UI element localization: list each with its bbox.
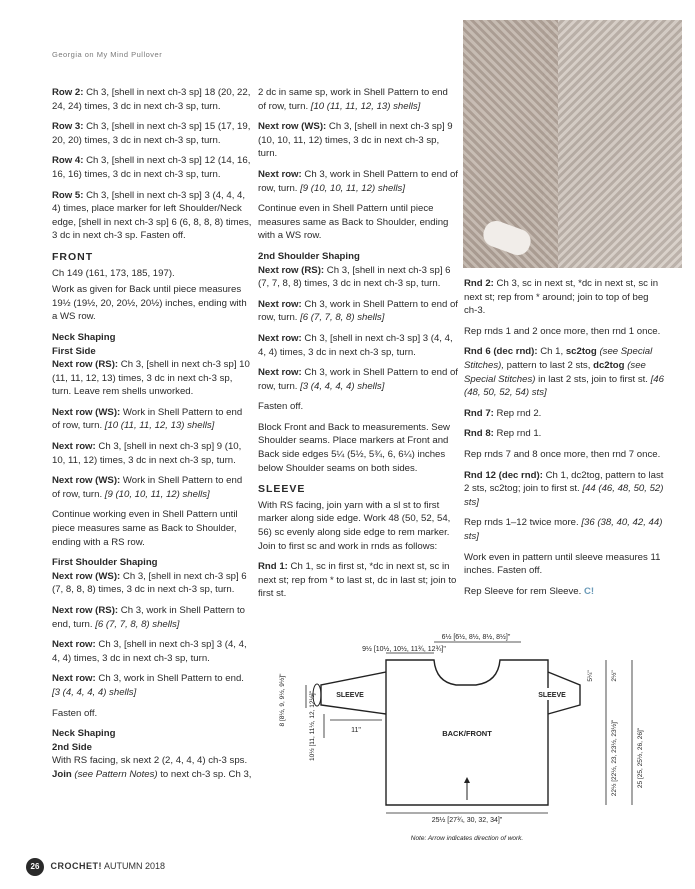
column-1 (52, 86, 252, 789)
running-head: Georgia on My Mind Pullover (52, 50, 163, 59)
magazine-name: CROCHET! (50, 861, 103, 871)
first-shoulder-heading: First Shoulder Shaping (52, 557, 158, 569)
sleeve-heading: SLEEVE (258, 483, 306, 496)
repeat-1: Rep rnds 1 and 2 once more, then rnd 1 once. (464, 325, 661, 337)
left-sleeve-label: SLEEVE (336, 692, 364, 699)
block-text: Block Front and Back to measurements. Sew Shoulder seams. Place markers at Front and Back side edges 5¼ (5½, 5¾, 6, 6¼) inches below Shoulder seams on both sides. (258, 421, 450, 474)
next-row-1: Next row (RS): Ch 3, [shell in next ch-3 sp] 10 (11, 11, 12, 13) times, 3 dc in next ch-3 sp, turn. Leave rem shells unworked. (52, 359, 250, 398)
row-5: Row 5: Ch 3, [shell in next ch-3 sp] 3 (4, 4, 4, 4) times, place marker for left Shoulder/Neck edge, [shell in next ch-3 sp] 6 (6, 8, 8, 8) times, 3 dc in next ch-3 sp. Fasten off. (52, 189, 252, 242)
column-2 (258, 86, 458, 608)
row-4: Row 4: Ch 3, [shell in next ch-3 sp] 12 (14, 16, 16, 16) times, 3 dc in next ch-3 sp, turn. (52, 155, 251, 180)
rnd-1: Rnd 1: Ch 1, sc in first st, *dc in next st, sc in next st; rep from * to last st, dc in last st; join to first st. (258, 561, 457, 600)
rnd-7: Rnd 7: Rep rnd 2. (464, 407, 542, 419)
front-text: Work as given for Back until piece measures 19½ (19½, 20, 20½, 20½) inches, ending with a WS row. (52, 284, 247, 323)
length-2-label: 25 [25, 25½, 26, 26]" (637, 727, 644, 789)
fasten-off: Fasten off. (52, 707, 98, 719)
top-shoulder-label: 9½ [10½, 10½, 11¾, 12¾]" (362, 646, 446, 653)
end-mark: C! (584, 585, 595, 597)
first-side-heading: First Side (52, 345, 96, 357)
sweater-body-texture (543, 20, 682, 268)
shoulder-row-4: Next row: Ch 3, work in Shell Pattern to end. [3 (4, 4, 4, 4) shells] (52, 673, 244, 698)
neck-drop-label: 5¼" (587, 670, 594, 682)
second-shoulder-heading: 2nd Shoulder Shaping (258, 250, 360, 262)
col2-row-a: Next row (WS): Ch 3, [shell in next ch-3 sp] 9 (10, 10, 11, 12) times, 3 dc in next ch-3 sp, turn. (258, 121, 453, 160)
second-side-heading: 2nd Side (52, 741, 92, 753)
neck-shaping-heading: Neck Shaping (52, 331, 116, 343)
next-row-4: Next row (WS): Work in Shell Pattern to end of row, turn. [9 (10, 10, 11, 12) shells] (52, 475, 243, 500)
armhole-label: 10½ [11, 11½, 12, 12½]" (309, 690, 316, 762)
shoulder-row-3: Next row: Ch 3, [shell in next ch-3 sp] 3 (4, 4, 4, 4) times, 3 dc in next ch-3 sp, turn. (52, 639, 247, 664)
row-3: Row 3: Ch 3, [shell in next ch-3 sp] 15 (17, 19, 20, 20) times, 3 dc in next ch-3 sp, turn. (52, 121, 251, 146)
schematic-note: Note: Arrow indicates direction of work. (410, 835, 524, 842)
column-3 (464, 277, 664, 605)
page-number: 26 (26, 858, 44, 876)
front-chain: Ch 149 (161, 173, 185, 197). (52, 267, 175, 279)
page-footer (26, 858, 165, 876)
front-heading: FRONT (52, 250, 94, 263)
shoulder-row-2: Next row (RS): Ch 3, work in Shell Pattern to end, turn. [6 (7, 7, 8, 8) shells] (52, 605, 246, 630)
col2-fasten-off: Fasten off. (258, 401, 304, 413)
cuff-width-label: 8 [8½, 9, 9½, 9½]" (279, 673, 286, 727)
right-sleeve-label: SLEEVE (538, 692, 566, 699)
next-row-3: Next row: Ch 3, [shell in next ch-3 sp] 9 (10, 10, 11, 12) times, 3 dc in next ch-3 sp, turn. (52, 441, 242, 466)
repeat-sleeve: Rep Sleeve for rem Sleeve. C! (464, 585, 595, 597)
continue-even: Continue even in Shell Pattern until piece measures same as Back to Shoulder, ending with a WS row. (258, 203, 449, 242)
neck-shaping-2-heading: Neck Shaping (52, 728, 116, 740)
body-label: BACK/FRONT (442, 729, 492, 738)
repeat-3: Rep rnds 1–12 twice more. [36 (38, 40, 42, 44) sts] (464, 517, 663, 542)
work-even: Work even in pattern until sleeve measures 11 inches. Fasten off. (464, 551, 661, 577)
continue-text: Continue working even in Shell Pattern until piece measures same as Back to Shoulder, ending with a RS row. (52, 509, 238, 548)
col2-row-f: Next row: Ch 3, work in Shell Pattern to end of row, turn. [3 (4, 4, 4, 4) shells] (258, 367, 458, 392)
sleeve-text: With RS facing, join yarn with a sl st to first marker along side edge. Work 48 (50, 52, 54, 56) sc evenly along side edge to rem marker. Join to first sc and work in rnds as follows: (258, 499, 451, 552)
length-1-label: 22½ [22½, 23, 23½, 23½]" (611, 719, 618, 797)
col2-row-d: Next row: Ch 3, work in Shell Pattern to end of row, turn. [6 (7, 7, 8, 8) shells] (258, 298, 458, 324)
shoulder-row-1: Next row (WS): Ch 3, [shell in next ch-3 sp] 6 (7, 8, 8, 8) times, 3 dc in next ch-3 sp, turn. (52, 570, 247, 596)
col2-row-b: Next row: Ch 3, work in Shell Pattern to end of row, turn. [9 (10, 10, 11, 12) shells] (258, 168, 458, 194)
rnd-2: Rnd 2: Ch 3, sc in next st, *dc in next st, sc in next st; rep from * around; join to top of beg ch-3. (464, 278, 659, 317)
col2-row-c: Next row (RS): Ch 3, [shell in next ch-3 sp] 6 (7, 7, 8, 8) times, 3 dc in next ch-3 sp, turn. (258, 264, 451, 290)
bottom-width-label: 25½ [27¾, 30, 32, 34]" (431, 817, 503, 824)
rnd-6: Rnd 6 (dec rnd): Ch 1, sc2tog (see Special Stitches), pattern to last 2 sts, dc2tog (see Special Stitches) in last 2 sts, join to first st. [46 (48, 50, 52, 54) sts] (464, 346, 664, 399)
row-2: Row 2: Ch 3, [shell in next ch-3 sp] 18 (20, 22, 24, 24) times, 3 dc in next ch-3 sp, turn. (52, 87, 251, 112)
top-neck-label: 6½ [6½, 8½, 8½, 8½]" (441, 634, 511, 641)
repeat-2: Rep rnds 7 and 8 once more, then rnd 7 once. (464, 448, 661, 460)
issue-label: AUTUMN 2018 (104, 861, 166, 871)
col2-continued: 2 dc in same sp, work in Shell Pattern to end of row, turn. [10 (11, 11, 12, 13) shells] (258, 87, 448, 112)
next-row-2: Next row (WS): Work in Shell Pattern to end of row, turn. [10 (11, 11, 12, 13) shells] (52, 406, 243, 432)
rnd-12: Rnd 12 (dec rnd): Ch 1, dc2tog, pattern to last 2 sts, sc2tog; join to first st. [44 (46, 48, 50, 52) sts] (464, 469, 664, 508)
col2-row-e: Next row: Ch 3, [shell in next ch-3 sp] 3 (4, 4, 4, 4) times, 3 dc in next ch-3 sp, turn. (258, 332, 453, 358)
shoulder-drop-label: 2½" (611, 670, 618, 682)
second-side-text: With RS facing, sk next 2 (2, 4, 4, 4) ch-3 sps. Join (see Pattern Notes) to next ch-3 sp. Ch 3, (52, 755, 252, 780)
rnd-8: Rnd 8: Rep rnd 1. (464, 428, 542, 440)
schematic-diagram (279, 630, 686, 855)
sleeve-length-label: 11" (351, 727, 361, 734)
sweater-photo (463, 20, 682, 268)
